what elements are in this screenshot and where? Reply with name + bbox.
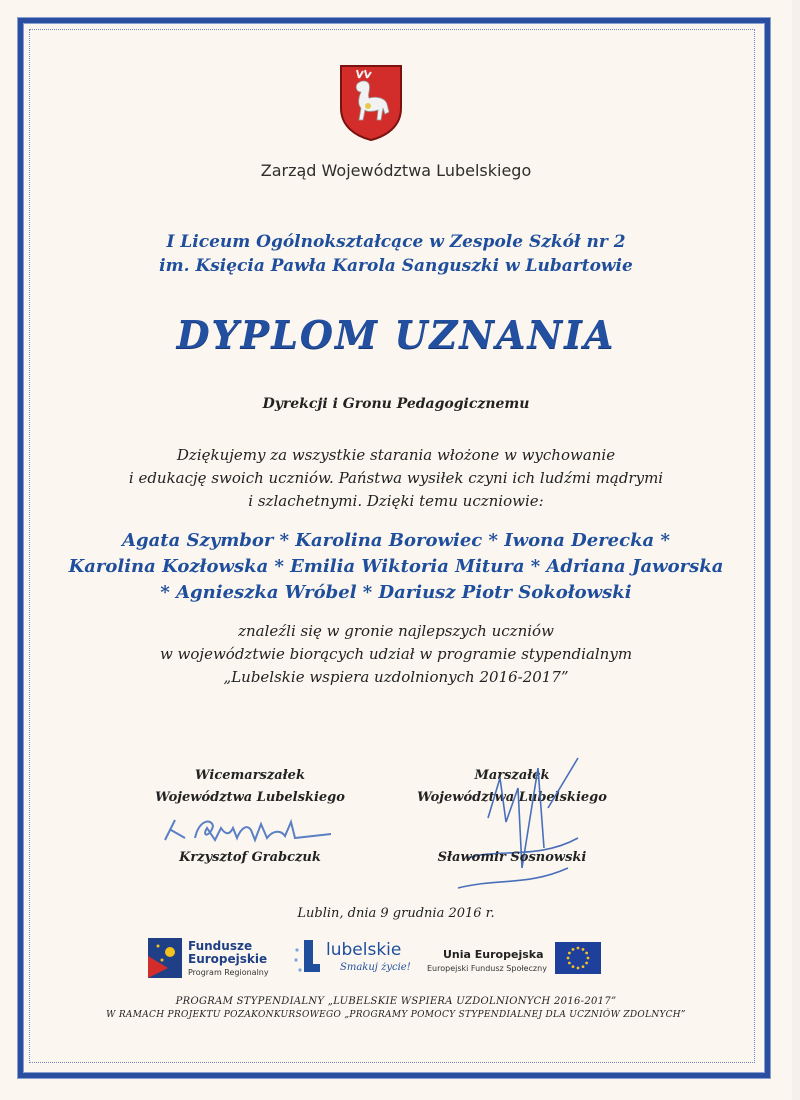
- fe-sub: Program Regionalny: [188, 968, 269, 977]
- school-name-line-1: I Liceum Ogólnokształcące w Zespole Szkół nr 2: [166, 232, 626, 252]
- diploma-title: DYPLOM UZNANIA: [176, 312, 616, 357]
- lubelskie-word: lubelskie: [326, 940, 402, 960]
- fundusze-europejskie-icon: [148, 938, 182, 978]
- ue-title: Unia Europejska: [443, 948, 544, 961]
- fe-line-1: Fundusze: [188, 939, 253, 953]
- eu-flag-icon: [555, 942, 601, 974]
- student-names-line-2: Karolina Kozłowska * Emilia Wiktoria Mitura * Adriana Jaworska: [68, 556, 724, 577]
- body-line-3: i szlachetnymi. Dzięki temu uczniowie:: [248, 492, 544, 510]
- ue-sub: Europejski Fundusz Społeczny: [427, 964, 547, 973]
- fe-line-2: Europejskie: [188, 952, 268, 966]
- lubelskie-l-icon: [292, 938, 324, 978]
- closing-line-2: w województwie biorących udział w programie stypendialnym: [159, 645, 633, 663]
- issuing-authority: Zarząd Województwa Lubelskiego: [260, 161, 532, 180]
- logo-fundusze-europejskie: [148, 936, 273, 982]
- signature-left-name: Krzysztof Grabczuk: [179, 850, 321, 865]
- signature-right-name: Sławomir Sosnowski: [437, 850, 587, 865]
- signature-right-role-1: Marszałek: [474, 768, 550, 783]
- footer-line-1: PROGRAM STYPENDIALNY „LUBELSKIE WSPIERA UZDOLNIONYCH 2016-2017”: [175, 996, 617, 1007]
- paper-edge: [792, 0, 800, 1100]
- handwritten-signature-right: [448, 748, 588, 898]
- logo-lubelskie: [292, 938, 422, 984]
- signature-left-role-1: Wicemarszałek: [195, 768, 305, 783]
- logo-unia-europejska: [425, 940, 605, 980]
- signature-right-role-2: Województwa Lubelskiego: [417, 790, 607, 805]
- addressee: Dyrekcji i Gronu Pedagogicznemu: [262, 396, 530, 412]
- body-line-1: Dziękujemy za wszystkie starania włożone w wychowanie: [176, 446, 616, 464]
- school-name-line-2: im. Księcia Pawła Karola Sanguszki w Lubartowie: [159, 256, 633, 276]
- student-names-line-1: Agata Szymbor * Karolina Borowiec * Iwona Derecka *: [122, 530, 670, 551]
- footer-line-2: W RAMACH PROJEKTU POZAKONKURSOWEGO „PROGRAMY POMOCY STYPENDIALNEJ DLA UCZNIÓW ZDOLNYCH”: [106, 1010, 686, 1020]
- closing-line-3: „Lubelskie wspiera uzdolnionych 2016-2017”: [223, 668, 569, 686]
- closing-line-1: znaleźli się w gronie najlepszych uczniów: [238, 622, 554, 640]
- issue-date: Lublin, dnia 9 grudnia 2016 r.: [297, 906, 495, 921]
- signature-left-role-2: Województwa Lubelskiego: [155, 790, 345, 805]
- body-line-2: i edukację swoich uczniów. Państwa wysiłek czyni ich ludźmi mądrymi: [128, 469, 664, 487]
- handwritten-signature-left: [155, 810, 345, 850]
- student-names-line-3: * Agnieszka Wróbel * Dariusz Piotr Sokołowski: [160, 582, 632, 603]
- lubelskie-tagline: Smakuj życie!: [340, 962, 411, 973]
- coat-of-arms-icon: [337, 62, 405, 142]
